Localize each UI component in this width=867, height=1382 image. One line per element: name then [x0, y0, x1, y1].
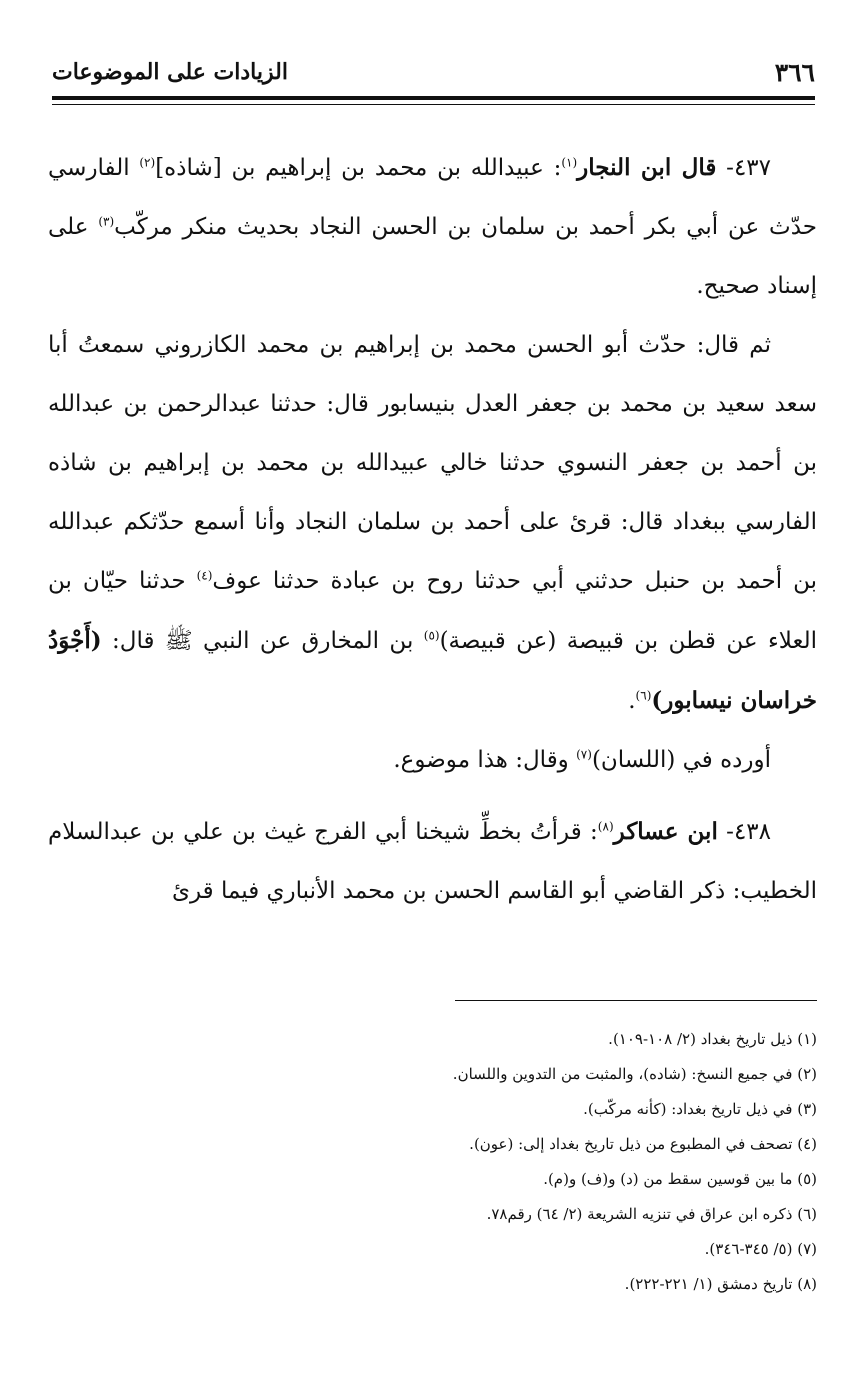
footnote-ref: (٨): [597, 819, 614, 834]
footnotes: [52, 1022, 817, 1302]
footnote-1: (١) ذيل تاريخ بغداد (٢/ ١٠٨-١٠٩).: [608, 1030, 817, 1048]
footnote-3: (٣) في ذيل تاريخ بغداد: (كأنه مركّب).: [583, 1100, 817, 1118]
text-span: على إسناد صحيح.: [48, 214, 817, 299]
footnote-ref: (٢): [139, 155, 156, 170]
entry-number: ٤٣٧-: [716, 155, 771, 181]
running-title: الزيادات على الموضوعات: [52, 59, 288, 85]
footnote-ref: (١): [561, 155, 578, 170]
text-span: .: [628, 688, 636, 714]
text-span: الفارسي حدّث عن أبي بكر أحمد بن سلمان بن الحسن النجاد بحديث منكر مركّب: [48, 155, 817, 240]
footnote-ref: (٧): [576, 747, 592, 762]
hadith-text: (أَجْوَدُ خراسان نيسابور): [48, 627, 817, 714]
main-text: [48, 138, 817, 921]
footnote-4: (٤) تصحف في المطبوع من ذيل تاريخ بغداد إلى: (عون).: [469, 1135, 817, 1153]
header-rule-thin: [52, 104, 815, 105]
text-span: : قرأتُ بخطِّ شيخنا أبي الفرج غيث بن علي بن عبدالسلام الخطيب: ذكر القاضي أبو القاسم الحسن بن محمد الأنباري فيما قرئ: [48, 819, 817, 904]
text-span: حدثنا حيّان بن العلاء عن قطن بن قبيصة (عن قبيصة): [48, 568, 817, 654]
footnote-ref: (٣): [98, 214, 115, 229]
footnote-6: (٦) ذكره ابن عراق في تنزيه الشريعة (٢/ ٦٤) رقم٧٨.: [486, 1205, 817, 1223]
footnote-2: (٢) في جميع النسخ: (شاده)، والمثبت من التدوين واللسان.: [452, 1065, 817, 1083]
text-span: بن المخارق عن النبي ﷺ قال:: [101, 628, 424, 654]
footnote-5: (٥) ما بين قوسين سقط من (د) و(ف) و(م).: [543, 1170, 817, 1188]
entry-number: ٤٣٨-: [717, 819, 771, 845]
header-rule-thick: [52, 96, 815, 100]
footnote-8: (٨) تاريخ دمشق (١/ ٢٢١-٢٢٢).: [624, 1275, 817, 1293]
entry-source: ابن عساكر: [613, 818, 718, 845]
entry-438: [48, 802, 817, 921]
text-span: : عبيدالله بن محمد بن إبراهيم بن [شاذه]: [155, 155, 562, 181]
footnote-ref: (٤): [196, 568, 213, 583]
page-number: ٣٦٦: [774, 57, 815, 87]
entry-437: [48, 138, 817, 316]
text-span: ثم قال: حدّث أبو الحسن محمد بن إبراهيم بن محمد الكازروني سمعتُ أبا سعد سعيد بن محمد بن جعفر العدل بنيسابور قال: حدثنا عبدالرحمن بن عبدالله بن أحمد بن جعفر النسوي حدثنا خالي عبيدالله بن محمد بن إبراهيم بن شاذه الفارسي ببغداد قال: قرئ على أحمد بن سلمان النجاد وأنا أسمع حدّثكم عبدالله بن أحمد بن حنبل حدثني أبي حدثنا روح بن عبادة حدثنا عوف: [48, 332, 817, 594]
isnad-paragraph: [48, 316, 817, 731]
page-header: [52, 52, 815, 92]
text-span: أورده في (اللسان): [591, 747, 771, 773]
footnote-separator: [455, 1000, 817, 1001]
entry-source: قال ابن النجار: [577, 154, 717, 181]
verdict-paragraph: [48, 731, 817, 790]
footnote-7: (٧) (٥/ ٣٤٥-٣٤٦).: [704, 1240, 817, 1258]
footnote-ref: (٥): [423, 628, 440, 643]
text-span: وقال: هذا موضوع.: [393, 747, 577, 773]
footnote-ref: (٦): [635, 688, 652, 703]
